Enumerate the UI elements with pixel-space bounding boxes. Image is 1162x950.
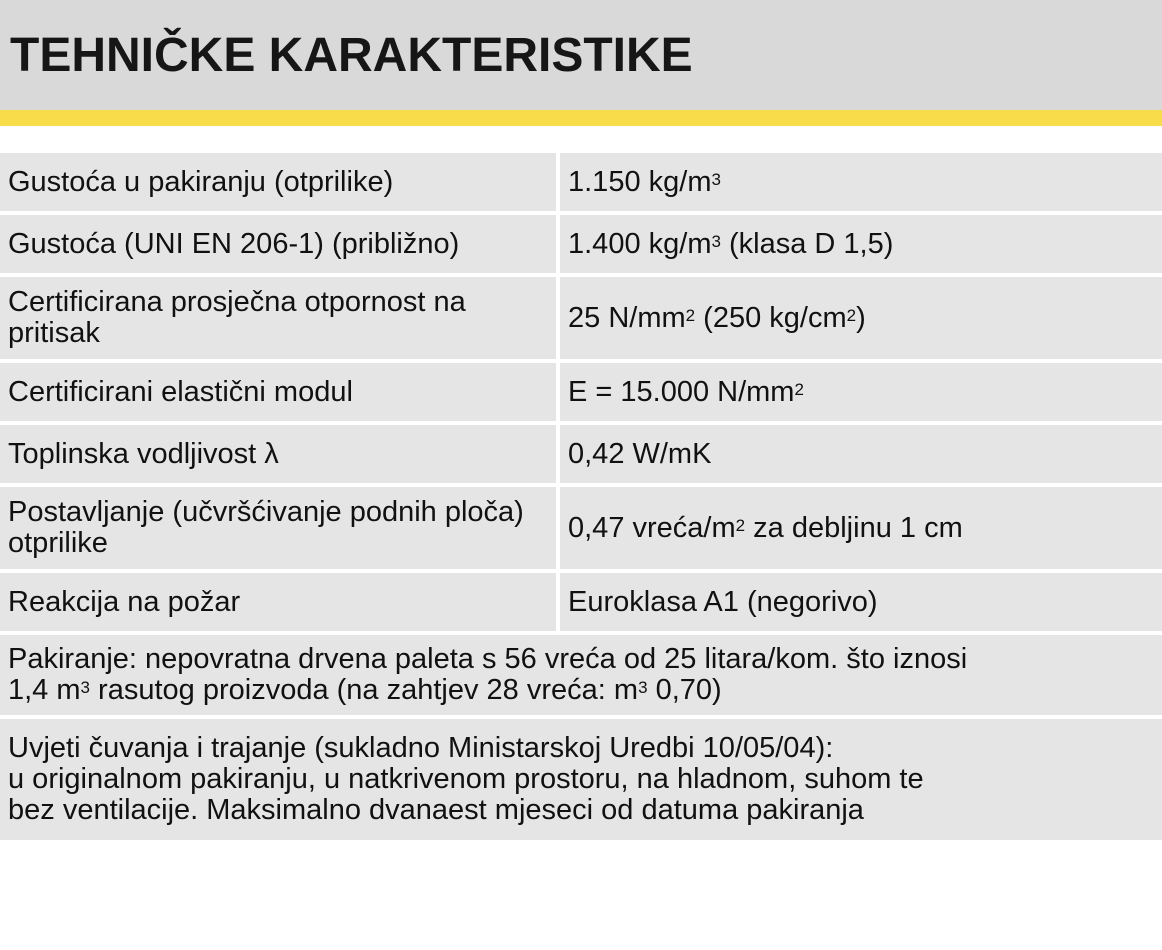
spec-value-exponent: 2 bbox=[735, 515, 746, 535]
spec-row-density bbox=[0, 211, 1162, 273]
spec-row-thermal-conductivity bbox=[0, 421, 1162, 483]
packaging-note bbox=[0, 631, 1162, 715]
storage-line-3: bez ventilacije. Maksimalno dvanaest mjeseci od datuma pakiranja bbox=[8, 794, 864, 826]
spec-row-fire-reaction bbox=[0, 569, 1162, 631]
packaging-request-text: rasutog proizvoda (na zahtjev 28 vreća: m bbox=[90, 674, 639, 706]
note-row-packaging bbox=[0, 631, 1162, 715]
spec-value-text: 25 N/mm bbox=[568, 301, 686, 334]
specs-table bbox=[0, 153, 1162, 840]
packaging-line-1: Pakiranje: nepovratna drvena paleta s 56 vreća od 25 litara/kom. što iznosi bbox=[8, 643, 968, 675]
header-band bbox=[0, 0, 1162, 110]
spec-value-exponent: 2 bbox=[685, 305, 696, 325]
spec-label: Reakcija na požar bbox=[0, 569, 560, 631]
packaging-exponent-2: 3 bbox=[638, 678, 648, 697]
spec-value bbox=[560, 569, 1162, 631]
spec-value bbox=[560, 483, 1162, 569]
spec-value-exponent: 3 bbox=[711, 169, 721, 189]
spec-value-exponent: 2 bbox=[794, 379, 804, 399]
storage-note bbox=[0, 715, 1162, 840]
packaging-exponent: 3 bbox=[80, 678, 90, 697]
spec-value-text: 1.400 kg/m bbox=[568, 227, 712, 260]
spec-value-suffix: (250 kg/cm bbox=[695, 301, 847, 334]
storage-line-2: u originalnom pakiranju, u natkrivenom prostoru, na hladnom, suhom te bbox=[8, 763, 924, 795]
storage-line-1: Uvjeti čuvanja i trajanje (sukladno Ministarskoj Uredbi 10/05/04): bbox=[8, 732, 834, 764]
spec-value bbox=[560, 153, 1162, 211]
spec-label: Certificirani elastični modul bbox=[0, 359, 560, 421]
spec-value bbox=[560, 359, 1162, 421]
spec-value-text: 0,47 vreća/m bbox=[568, 511, 736, 544]
spec-value bbox=[560, 421, 1162, 483]
spec-label: Toplinska vodljivost λ bbox=[0, 421, 560, 483]
spec-row-compressive-strength bbox=[0, 273, 1162, 359]
accent-divider bbox=[0, 110, 1162, 126]
spec-row-packing-density bbox=[0, 153, 1162, 211]
spec-value bbox=[560, 211, 1162, 273]
packaging-request-value: 0,70) bbox=[647, 674, 722, 706]
packaging-line-2 bbox=[8, 675, 1154, 706]
spec-label: Certificirana prosječna otpornost na pritisak bbox=[0, 273, 560, 359]
spec-value-text: E = 15.000 N/mm bbox=[568, 375, 795, 408]
note-row-storage bbox=[0, 715, 1162, 840]
spec-value-suffix-2: ) bbox=[856, 301, 866, 334]
spec-row-installation bbox=[0, 483, 1162, 569]
spec-label: Gustoća u pakiranju (otprilike) bbox=[0, 153, 560, 211]
packaging-volume: 1,4 m bbox=[8, 674, 81, 706]
spec-value-text: Euroklasa A1 (negorivo) bbox=[568, 585, 878, 618]
spec-row-elastic-modulus bbox=[0, 359, 1162, 421]
spec-value-exponent: 3 bbox=[711, 231, 721, 251]
spec-value-suffix: (klasa D 1,5) bbox=[720, 227, 894, 260]
spec-value-exponent-2: 2 bbox=[846, 305, 857, 325]
page-title: TEHNIČKE KARAKTERISTIKE bbox=[10, 29, 693, 82]
spec-label: Gustoća (UNI EN 206-1) (približno) bbox=[0, 211, 560, 273]
spec-value-text: 1.150 kg/m bbox=[568, 165, 712, 198]
spec-value-suffix: za debljinu 1 cm bbox=[745, 511, 963, 544]
spec-label: Postavljanje (učvršćivanje podnih ploča) otprilike bbox=[0, 483, 560, 569]
spec-value-text: 0,42 W/mK bbox=[568, 437, 712, 470]
spec-value bbox=[560, 273, 1162, 359]
